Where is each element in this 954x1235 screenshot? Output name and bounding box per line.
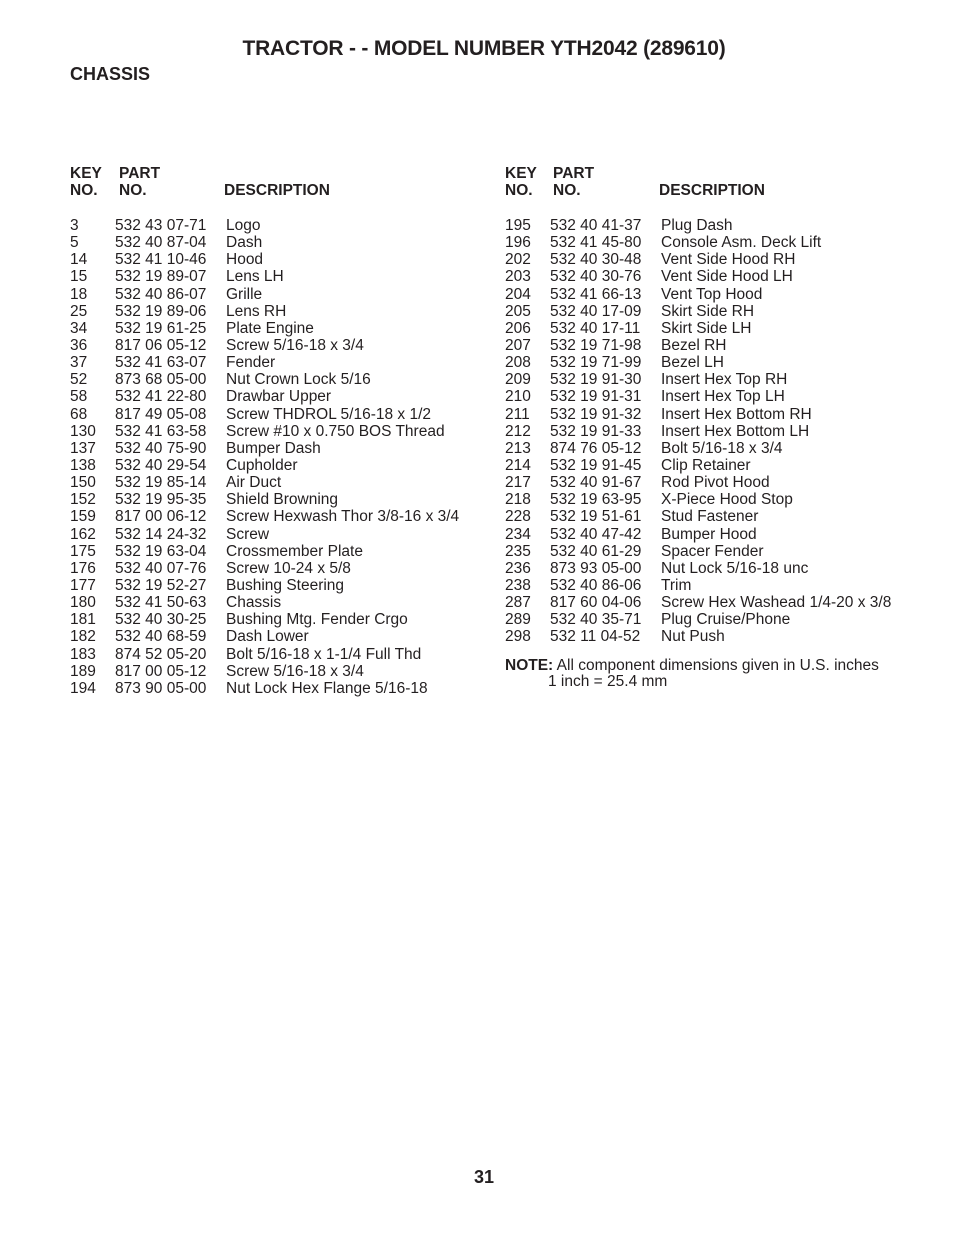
part-number: 532 40 68-59 xyxy=(115,628,207,646)
part-number: 873 68 05-00 xyxy=(115,371,207,389)
part-number: 532 19 61-25 xyxy=(115,319,207,337)
part-description: Crossmember Plate xyxy=(226,542,363,560)
key-number: 152 xyxy=(70,491,96,509)
key-number: 208 xyxy=(505,354,531,372)
part-number: 532 40 30-25 xyxy=(115,611,207,629)
part-number: 532 40 30-76 xyxy=(550,268,642,286)
part-number: 532 41 63-07 xyxy=(115,354,207,372)
page-title: TRACTOR - - MODEL NUMBER YTH2042 (289610) xyxy=(242,37,726,60)
key-number: 196 xyxy=(505,234,531,252)
part-description: Clip Retainer xyxy=(661,456,751,474)
key-number: 234 xyxy=(505,525,531,543)
part-number: 532 19 89-06 xyxy=(115,302,207,320)
part-description: Trim xyxy=(661,576,692,594)
header-part-bottom: NO. xyxy=(119,182,147,199)
part-description: Hood xyxy=(226,251,264,269)
part-description: Insert Hex Top LH xyxy=(661,388,785,406)
part-number: 532 19 91-30 xyxy=(550,371,642,389)
key-number: 5 xyxy=(70,234,79,252)
part-number: 532 40 41-37 xyxy=(550,217,642,234)
part-number: 817 00 05-12 xyxy=(115,662,207,680)
key-number: 58 xyxy=(70,388,88,406)
key-number: 209 xyxy=(505,371,531,389)
part-number: 532 19 91-32 xyxy=(550,405,642,423)
part-number: 532 41 66-13 xyxy=(550,285,642,303)
key-number: 194 xyxy=(70,679,96,697)
key-number: 204 xyxy=(505,285,531,303)
part-description: Insert Hex Bottom RH xyxy=(661,405,812,423)
part-description: Screw #10 x 0.750 BOS Thread xyxy=(226,422,445,440)
dimensions-note xyxy=(505,658,879,690)
key-number: 14 xyxy=(70,251,88,269)
section-title: CHASSIS xyxy=(70,64,151,84)
part-number: 532 40 35-71 xyxy=(550,611,642,629)
part-number: 532 14 24-32 xyxy=(115,525,207,543)
key-number: 37 xyxy=(70,354,88,372)
part-number: 532 19 85-14 xyxy=(115,474,207,492)
part-description: Vent Top Hood xyxy=(661,285,763,303)
key-number: 34 xyxy=(70,319,88,337)
part-description: Nut Push xyxy=(661,628,725,646)
part-description: X-Piece Hood Stop xyxy=(661,491,793,509)
part-description: Nut Crown Lock 5/16 xyxy=(226,371,371,389)
header-description: DESCRIPTION xyxy=(659,182,765,199)
part-description: Insert Hex Bottom LH xyxy=(661,422,810,440)
key-number: 211 xyxy=(505,405,530,423)
part-description: Screw Hex Washead 1/4-20 x 3/8 xyxy=(661,594,892,612)
key-number: 214 xyxy=(505,456,531,474)
part-number: 532 40 29-54 xyxy=(115,456,207,474)
key-number: 137 xyxy=(70,439,96,457)
key-number: 130 xyxy=(70,422,96,440)
key-number: 210 xyxy=(505,388,531,406)
part-number: 873 93 05-00 xyxy=(550,559,642,577)
part-number: 532 40 17-09 xyxy=(550,302,642,320)
header-key-top: KEY xyxy=(70,165,102,182)
note-line-1: All component dimensions given in U.S. inches xyxy=(553,657,879,674)
part-description: Grille xyxy=(226,285,263,303)
key-number: 289 xyxy=(505,611,531,629)
part-description: Stud Fastener xyxy=(661,508,759,526)
part-number: 532 40 30-48 xyxy=(550,251,642,269)
page-number: 31 xyxy=(473,1167,495,1187)
key-number: 18 xyxy=(70,285,88,303)
part-number: 532 41 22-80 xyxy=(115,388,207,406)
part-description: Bushing Mtg. Fender Crgo xyxy=(226,611,408,629)
key-number: 176 xyxy=(70,559,96,577)
part-number: 532 19 51-61 xyxy=(550,508,642,526)
part-number: 532 19 91-33 xyxy=(550,422,642,440)
key-number: 236 xyxy=(505,559,531,577)
part-description: Cupholder xyxy=(226,456,298,474)
part-description: Bolt 5/16-18 x 3/4 xyxy=(661,439,783,457)
key-number: 189 xyxy=(70,662,96,680)
part-description: Plate Engine xyxy=(226,319,314,337)
part-description: Screw 10-24 x 5/8 xyxy=(226,559,351,577)
key-number: 36 xyxy=(70,336,88,354)
key-number: 159 xyxy=(70,508,96,526)
part-number: 532 19 63-04 xyxy=(115,542,207,560)
part-description: Air Duct xyxy=(226,474,282,492)
part-description: Fender xyxy=(226,354,276,372)
part-description: Screw THDROL 5/16-18 x 1/2 xyxy=(226,405,432,423)
part-number: 532 40 47-42 xyxy=(550,525,642,543)
key-number: 162 xyxy=(70,525,96,543)
part-description: Skirt Side LH xyxy=(661,319,752,337)
key-number: 213 xyxy=(505,439,531,457)
part-description: Dash xyxy=(226,234,263,252)
part-description: Screw Hexwash Thor 3/8-16 x 3/4 xyxy=(226,508,460,526)
part-number: 532 40 75-90 xyxy=(115,439,207,457)
part-number: 532 43 07-71 xyxy=(115,217,207,234)
key-number: 207 xyxy=(505,336,531,354)
part-description: Lens LH xyxy=(226,268,284,286)
part-description: Chassis xyxy=(226,594,282,612)
key-number: 180 xyxy=(70,594,96,612)
part-number: 532 40 17-11 xyxy=(550,319,641,337)
part-description: Screw xyxy=(226,525,270,543)
part-number: 874 52 05-20 xyxy=(115,645,207,663)
note-label: NOTE: xyxy=(505,657,554,674)
key-number: 183 xyxy=(70,645,96,663)
key-number: 205 xyxy=(505,302,531,320)
part-number: 532 40 86-07 xyxy=(115,285,207,303)
part-description: Spacer Fender xyxy=(661,542,764,560)
header-part-top: PART xyxy=(119,165,161,182)
key-number: 202 xyxy=(505,251,531,269)
part-description: Logo xyxy=(226,217,261,234)
part-description: Bumper Hood xyxy=(661,525,757,543)
header-description: DESCRIPTION xyxy=(224,182,330,199)
key-number: 25 xyxy=(70,302,88,320)
part-number: 532 19 71-98 xyxy=(550,336,642,354)
part-description: Bushing Steering xyxy=(226,576,345,594)
key-number: 287 xyxy=(505,594,531,612)
part-number: 532 19 52-27 xyxy=(115,576,207,594)
part-description: Bolt 5/16-18 x 1-1/4 Full Thd xyxy=(226,645,422,663)
key-number: 3 xyxy=(70,217,79,234)
header-key-bottom: NO. xyxy=(70,182,98,199)
part-number: 532 40 91-67 xyxy=(550,474,642,492)
part-description: Dash Lower xyxy=(226,628,309,646)
key-number: 182 xyxy=(70,628,96,646)
note-line-2: 1 inch = 25.4 mm xyxy=(548,673,668,690)
header-part-bottom: NO. xyxy=(553,182,581,199)
key-number: 298 xyxy=(505,628,531,646)
part-number: 532 41 10-46 xyxy=(115,251,207,269)
key-number: 218 xyxy=(505,491,531,509)
part-number: 532 40 61-29 xyxy=(550,542,642,560)
part-description: Bezel RH xyxy=(661,336,727,354)
part-number: 532 40 86-06 xyxy=(550,576,642,594)
key-number: 206 xyxy=(505,319,531,337)
part-number: 532 19 89-07 xyxy=(115,268,207,286)
part-number: 532 19 63-95 xyxy=(550,491,642,509)
part-number: 874 76 05-12 xyxy=(550,439,642,457)
part-description: Plug Cruise/Phone xyxy=(661,611,791,629)
part-description: Plug Dash xyxy=(661,217,733,234)
key-number: 177 xyxy=(70,576,96,594)
header-key-bottom: NO. xyxy=(505,182,533,199)
part-number: 873 90 05-00 xyxy=(115,679,207,697)
part-number: 532 19 91-31 xyxy=(550,388,642,406)
part-description: Bezel LH xyxy=(661,354,724,372)
part-description: Insert Hex Top RH xyxy=(661,371,788,389)
part-number: 817 00 06-12 xyxy=(115,508,207,526)
part-description: Vent Side Hood LH xyxy=(661,268,793,286)
part-number: 532 19 71-99 xyxy=(550,354,642,372)
key-number: 138 xyxy=(70,456,96,474)
part-number: 532 11 04-52 xyxy=(550,628,641,646)
key-number: 68 xyxy=(70,405,88,423)
part-number: 532 19 91-45 xyxy=(550,456,642,474)
key-number: 203 xyxy=(505,268,531,286)
part-description: Drawbar Upper xyxy=(226,388,332,406)
key-number: 235 xyxy=(505,542,531,560)
part-number: 532 41 50-63 xyxy=(115,594,207,612)
part-description: Lens RH xyxy=(226,302,287,320)
part-description: Rod Pivot Hood xyxy=(661,474,770,492)
part-description: Nut Lock Hex Flange 5/16-18 xyxy=(226,679,428,697)
part-number: 532 41 63-58 xyxy=(115,422,207,440)
key-number: 195 xyxy=(505,217,531,234)
key-number: 238 xyxy=(505,576,531,594)
header-part-top: PART xyxy=(553,165,595,182)
part-number: 532 19 95-35 xyxy=(115,491,207,509)
part-description: Vent Side Hood RH xyxy=(661,251,796,269)
part-number: 817 49 05-08 xyxy=(115,405,207,423)
key-number: 228 xyxy=(505,508,531,526)
key-number: 217 xyxy=(505,474,531,492)
part-description: Console Asm. Deck Lift xyxy=(661,234,822,252)
part-description: Shield Browning xyxy=(226,491,339,509)
part-description: Screw 5/16-18 x 3/4 xyxy=(226,336,364,354)
part-number: 817 06 05-12 xyxy=(115,336,207,354)
part-number: 817 60 04-06 xyxy=(550,594,642,612)
part-number: 532 41 45-80 xyxy=(550,234,642,252)
header-key-top: KEY xyxy=(505,165,537,182)
key-number: 150 xyxy=(70,474,96,492)
key-number: 181 xyxy=(70,611,96,629)
part-description: Screw 5/16-18 x 3/4 xyxy=(226,662,364,680)
key-number: 212 xyxy=(505,422,531,440)
key-number: 52 xyxy=(70,371,88,389)
part-description: Bumper Dash xyxy=(226,439,321,457)
part-description: Nut Lock 5/16-18 unc xyxy=(661,559,809,577)
part-description: Skirt Side RH xyxy=(661,302,755,320)
part-number: 532 40 07-76 xyxy=(115,559,207,577)
key-number: 15 xyxy=(70,268,88,286)
key-number: 175 xyxy=(70,542,96,560)
part-number: 532 40 87-04 xyxy=(115,234,207,252)
